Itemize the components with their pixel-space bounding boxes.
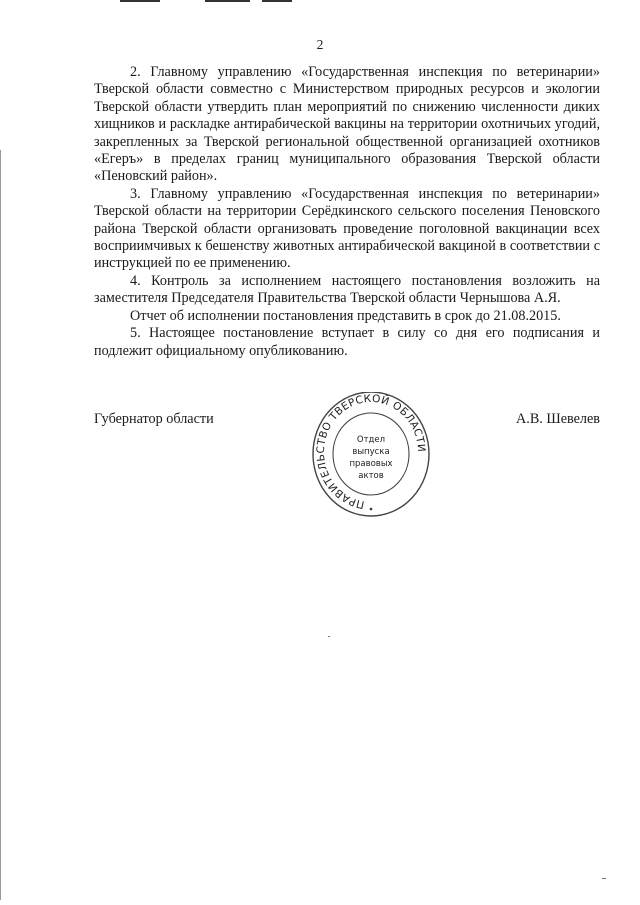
signatory-name: А.В. Шевелев	[516, 411, 600, 427]
scan-edge-top	[262, 0, 292, 2]
scan-edge-top	[205, 0, 250, 2]
document-body	[94, 64, 600, 360]
page-number: 2	[316, 37, 324, 52]
scan-edge-left	[0, 150, 1, 900]
paragraph-3: 3. Главному управлению «Государственная инспекция по ветеринарии» Тверской области на территории Серёдкинского сельского поселения Пеновского района Тверской области организовать проведение поголовной вакцинации всех восприимчивых к бешенству животных антирабической вакциной в соответствии с инструкцией по ее применению.	[94, 185, 600, 272]
seal-ring-text: ПРАВИТЕЛЬСТВО ТВЕРСКОЙ ОБЛАСТИ	[314, 392, 428, 511]
paragraph-4: 4. Контроль за исполнением настоящего постановления возложить на заместителя Председателя Правительства Тверской области Чернышова А.Я.	[94, 272, 600, 307]
seal-line-1: Отдел	[356, 435, 386, 445]
scan-edge-top	[120, 0, 160, 2]
seal-dot	[370, 508, 373, 511]
paragraph-report: Отчет об исполнении постановления представить в срок до 21.08.2015.	[130, 307, 561, 324]
official-seal	[310, 392, 432, 522]
paragraph-2: 2. Главному управлению «Государственная инспекция по ветеринарии» Тверской области совместно с Министерством природных ресурсов и экологии Тверской области утвердить план мероприятий по снижению численности диких хищников и раскладке антирабической вакцины на территории охотничьих угодий, закрепленных за Тверской региональной общественной организацией охотников «Егеръ» в пределах границ муниципального образования Тверской области «Пеновский район».	[94, 64, 600, 185]
seal-line-4: актов	[358, 471, 384, 481]
paragraph-5: 5. Настоящее постановление вступает в силу со дня его подписания и подлежит официальному опубликованию.	[94, 325, 600, 359]
seal-line-3: правовых	[349, 459, 393, 469]
scan-speck	[328, 636, 330, 637]
seal-line-2: выпуска	[352, 447, 390, 457]
signatory-title: Губернатор области	[94, 411, 214, 427]
scan-speck	[602, 878, 606, 879]
